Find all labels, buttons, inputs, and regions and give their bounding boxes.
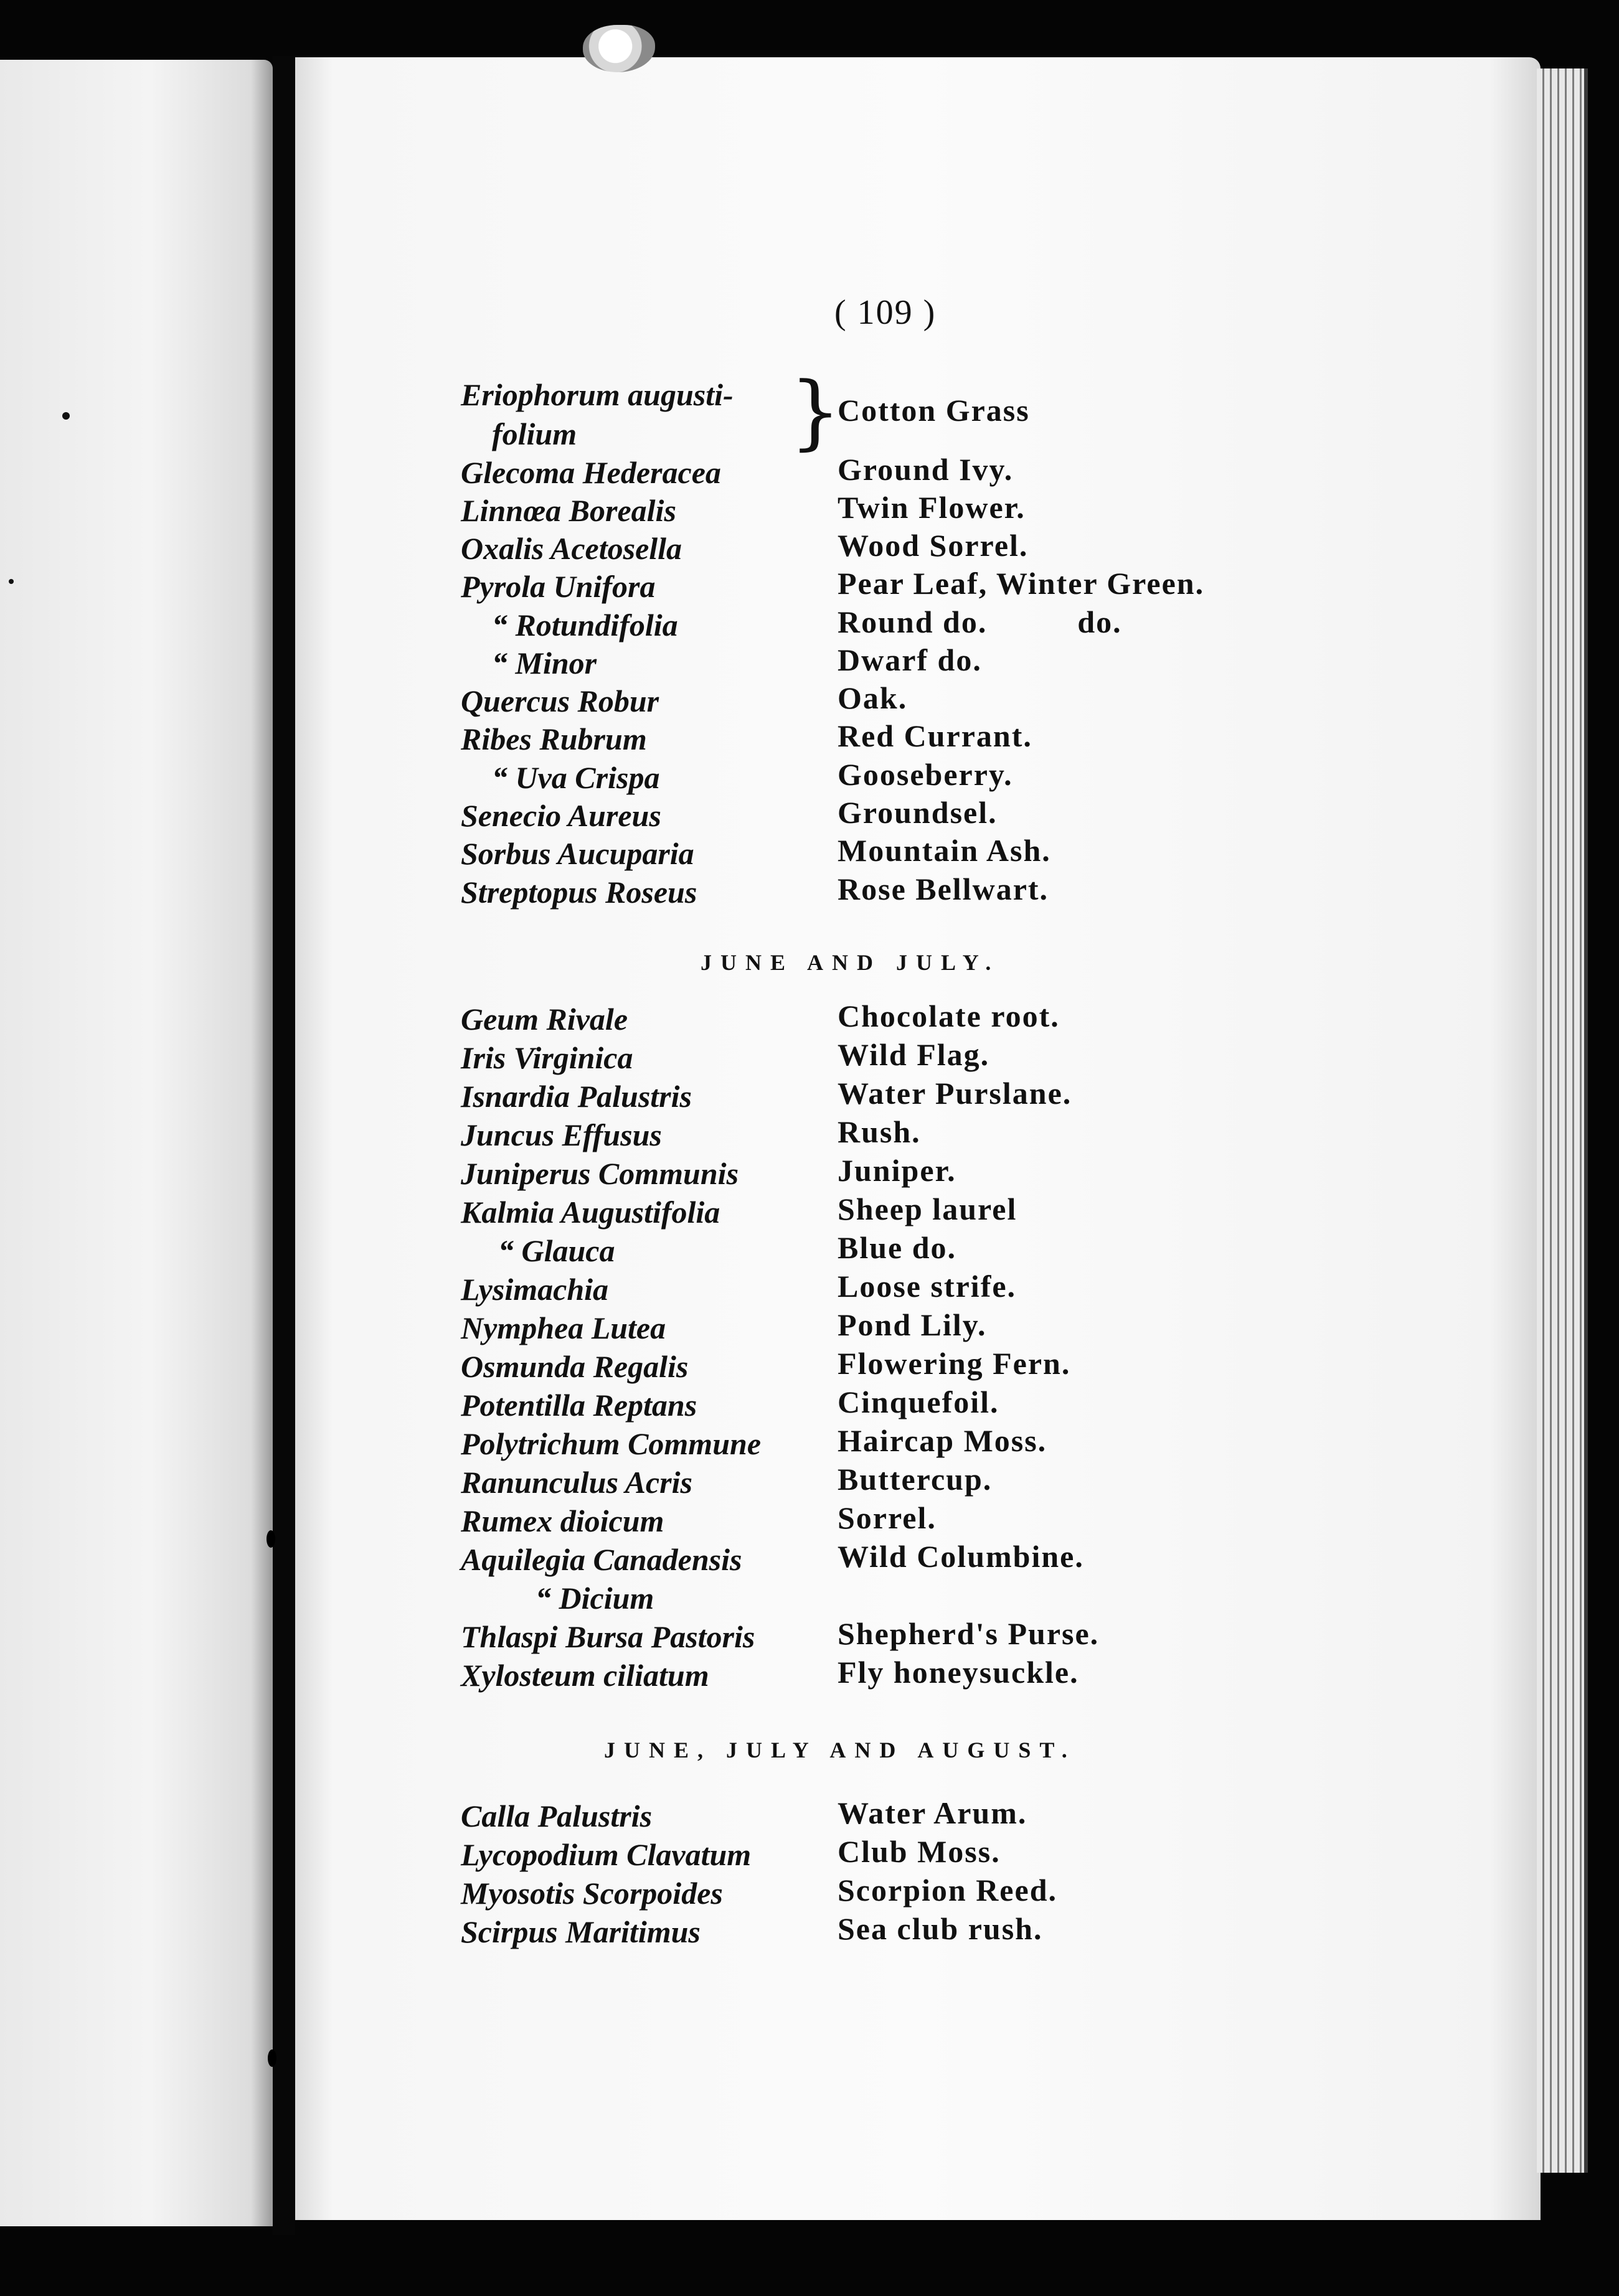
common-name: Buttercup.	[838, 1462, 993, 1497]
common-name: Oak.	[838, 680, 908, 715]
common-name: Wild Flag.	[838, 1037, 990, 1072]
latin-name: Glecoma Hederacea	[461, 455, 721, 490]
common-name: Cotton Grass	[838, 393, 1030, 428]
latin-name: Senecio Aureus	[461, 798, 661, 833]
common-name: Groundsel.	[838, 795, 998, 830]
common-name: Rush.	[838, 1114, 921, 1149]
common-name: Shepherd's Purse.	[838, 1616, 1100, 1651]
common-name: Gooseberry.	[838, 757, 1013, 792]
latin-name: Iris Virginica	[461, 1040, 633, 1075]
latin-name: “ Rotundifolia	[492, 608, 678, 642]
latin-name: Ribes Rubrum	[461, 722, 647, 756]
latin-name: Quercus Robur	[461, 684, 659, 718]
common-name: Wood Sorrel.	[838, 528, 1029, 563]
common-name: Round do. do.	[838, 605, 1122, 639]
latin-name: Juncus Effusus	[461, 1117, 662, 1152]
section-heading: JUNE, JULY AND AUGUST.	[604, 1738, 1076, 1762]
common-name: Chocolate root.	[838, 999, 1060, 1033]
common-name: Flowering Fern.	[838, 1346, 1071, 1381]
latin-name: Kalmia Augustifolia	[461, 1195, 720, 1230]
latin-name: Oxalis Acetosella	[461, 531, 682, 566]
latin-name: Scirpus Maritimus	[461, 1914, 701, 1949]
common-name: Fly honeysuckle.	[838, 1655, 1079, 1690]
latin-name: Geum Rivale	[461, 1002, 628, 1037]
latin-name: Pyrola Unifora	[461, 569, 656, 604]
page-number: ( 109 )	[834, 293, 937, 332]
common-name: Mountain Ash.	[838, 833, 1051, 868]
latin-name: Potentilla Reptans	[461, 1388, 697, 1423]
section-heading: JUNE AND JULY.	[701, 950, 1000, 975]
latin-name: Osmunda Regalis	[461, 1349, 689, 1384]
latin-name: Thlaspi Bursa Pastoris	[461, 1619, 755, 1654]
latin-name: “ Uva Crispa	[492, 760, 660, 795]
latin-name: Polytrichum Commune	[461, 1426, 762, 1461]
latin-name: Lysimachia	[461, 1272, 609, 1307]
latin-name: Calla Palustris	[461, 1799, 653, 1833]
common-name: Pond Lily.	[838, 1307, 987, 1342]
latin-name: Juniperus Communis	[461, 1156, 739, 1191]
common-name: Water Arum.	[838, 1795, 1027, 1830]
latin-name: Rumex dioicum	[461, 1503, 664, 1538]
common-name: Blue do.	[838, 1230, 957, 1265]
latin-name: Isnardia Palustris	[461, 1079, 692, 1114]
common-name: Scorpion Reed.	[838, 1873, 1057, 1908]
latin-name: “ Minor	[492, 646, 597, 680]
common-name: Cinquefoil.	[838, 1385, 999, 1419]
common-name: Sheep laurel	[838, 1192, 1017, 1226]
latin-name: Myosotis Scorpoides	[461, 1876, 723, 1911]
latin-name: Ranunculus Acris	[461, 1465, 692, 1500]
common-name: Sorrel.	[838, 1500, 937, 1535]
latin-name: Lycopodium Clavatum	[461, 1837, 752, 1872]
common-name: Wild Columbine.	[838, 1539, 1084, 1574]
common-name: Ground Ivy.	[838, 452, 1014, 487]
common-name: Haircap Moss.	[838, 1423, 1047, 1458]
latin-name: “ Glauca	[498, 1233, 615, 1268]
latin-name: Aquilegia Canadensis	[461, 1542, 742, 1577]
common-name: Club Moss.	[838, 1834, 1001, 1869]
common-name: Dwarf do.	[838, 642, 982, 677]
common-name: Red Currant.	[838, 718, 1032, 753]
common-name: Loose strife.	[838, 1269, 1017, 1304]
latin-name: Nymphea Lutea	[461, 1310, 666, 1345]
common-name: Pear Leaf, Winter Green.	[838, 566, 1205, 601]
latin-name: “ Dicium	[536, 1581, 654, 1616]
common-name: Rose Bellwart.	[838, 872, 1049, 906]
latin-name: folium	[492, 416, 577, 451]
latin-name: Sorbus Aucuparia	[461, 836, 694, 871]
brace-bracket: }	[790, 364, 841, 459]
common-name: Sea club rush.	[838, 1911, 1043, 1946]
common-name: Water Purslane.	[838, 1076, 1072, 1111]
common-name: Twin Flower.	[838, 490, 1026, 525]
latin-name: Xylosteum ciliatum	[461, 1658, 709, 1693]
latin-name: Linnœa Borealis	[461, 493, 676, 528]
latin-name: Streptopus Roseus	[461, 875, 697, 910]
latin-name: Eriophorum augusti-	[461, 377, 734, 412]
common-name: Juniper.	[838, 1153, 956, 1188]
